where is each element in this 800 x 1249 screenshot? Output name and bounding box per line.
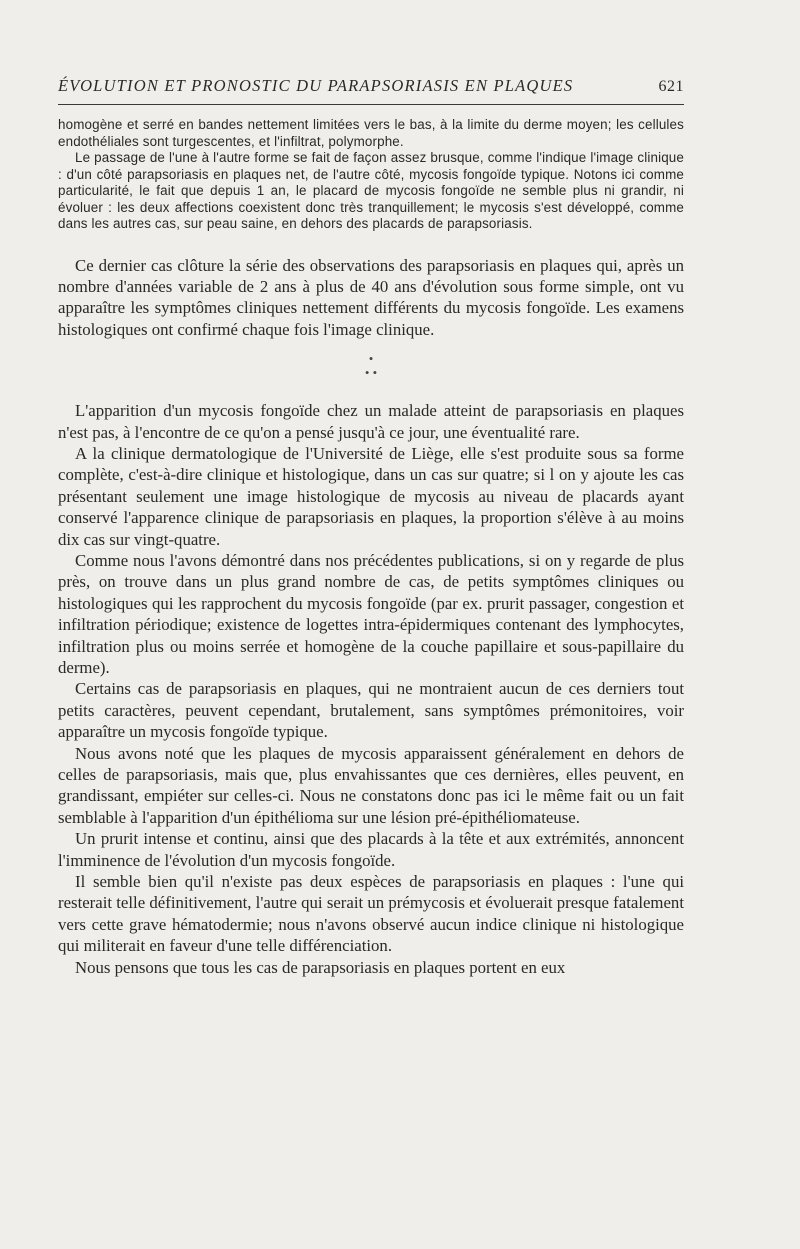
separator-dot: • [368,351,374,367]
body-paragraph: L'apparition d'un mycosis fongoïde chez un malade atteint de parapsoriasis en plaques n'est pas, à l'encontre de ce qu'on a pensé jusqu'à ce jour, une éventualité rare. [58,401,684,442]
running-title: ÉVOLUTION ET PRONOSTIC DU PARAPSORIASIS EN PLAQUES [58,76,574,95]
body-paragraph: Nous pensons que tous les cas de parapsoriasis en plaques portent en eux [75,957,566,977]
observation-detail [58,117,684,233]
body-paragraph: Nous avons noté que les plaques de mycosis apparaissent généralement en dehors de celles de parapsoriasis, mais que, plus envahissantes que ces dernières, elles peuvent, en grandissant, empiéter sur celles-ci. Nous ne constatons donc pas ici le même fait ou un fait semblable à l'apparition d'un épithélioma sur une lésion pré-épithéliomateuse. [58,743,684,827]
page-number: 621 [658,78,684,95]
body-paragraph: Il semble bien qu'il n'existe pas deux espèces de parapsoriasis en plaques : l'une qui resterait telle définitivement, l'autre qui serait un prémycosis et évoluerait presque fatalement vers cette grave hématodermie; nous n'avons observé aucun indice clinique ni histologique qui militerait en faveur d'une telle différenciation. [58,872,684,956]
page-header [58,76,684,100]
separator-dots: • • [364,365,378,381]
summary-section [58,255,684,341]
body-paragraph: A la clinique dermatologique de l'Université de Liège, elle s'est produite sous sa forme complète, c'est-à-dire clinique et histologique, dans un cas sur quatre; si l on y ajoute les cas présentant seulement une image histologique de mycosis au niveau de placards ayant conservé l'apparence clinique de parapsoriasis en plaques, la proportion s'élève à au moins dix cas sur vingt-quatre. [58,443,684,549]
small-paragraph: Le passage de l'une à l'autre forme se fait de façon assez brusque, comme l'indique l'image clinique : d'un côté parapsoriasis en plaques net, de l'autre côté, mycosis fongoïde typique. Notons ici comme particularité, le fait que depuis 1 an, le placard de mycosis fongoïde ne semble plus ni grandir, ni évoluer : les deux affections coexistent donc très tranquillement; le mycosis s'est développé, comme dans les autres cas, sur peau saine, en dehors des placards de parapsoriasis. [58,150,684,231]
section-separator [58,352,684,380]
book-page [58,76,684,978]
header-rule [58,104,684,105]
body-paragraph: Un prurit intense et continu, ainsi que des placards à la tête et aux extrémités, annoncent l'imminence de l'évolution d'un mycosis fongoïde. [58,829,684,870]
small-paragraph: homogène et serré en bandes nettement limitées vers le bas, à la limite du derme moyen; les cellules endothéliales sont turgescentes, et l'infiltrat, polymorphe. [58,117,684,149]
summary-paragraph: Ce dernier cas clôture la série des observations des parapsoriasis en plaques qui, après un nombre d'années variable de 2 ans à plus de 40 ans d'évolution sous forme simple, ont vu apparaître les symptômes cliniques nettement différents du mycosis fongoïde. Les examens histologiques ont confirmé chaque fois l'image clinique. [58,255,684,339]
body-paragraph: Comme nous l'avons démontré dans nos précédentes publications, si on y regarde de plus près, on trouve dans un plus grand nombre de cas, de petits symptômes cliniques ou histologiques qui les rapprochent du mycosis fongoïde (par ex. prurit passager, congestion et infiltration périodique; existence de logettes intra-épidermiques contenant des lymphocytes, infiltration plus ou moins serrée et homogène de la couche papillaire et sous-papillaire du derme). [58,550,684,677]
main-text [58,400,684,978]
body-paragraph: Certains cas de parapsoriasis en plaques, qui ne montraient aucun de ces derniers tout petits caractères, peuvent cependant, brutalement, sans symptômes prémonitoires, voir apparaître un mycosis fongoïde typique. [58,679,684,742]
